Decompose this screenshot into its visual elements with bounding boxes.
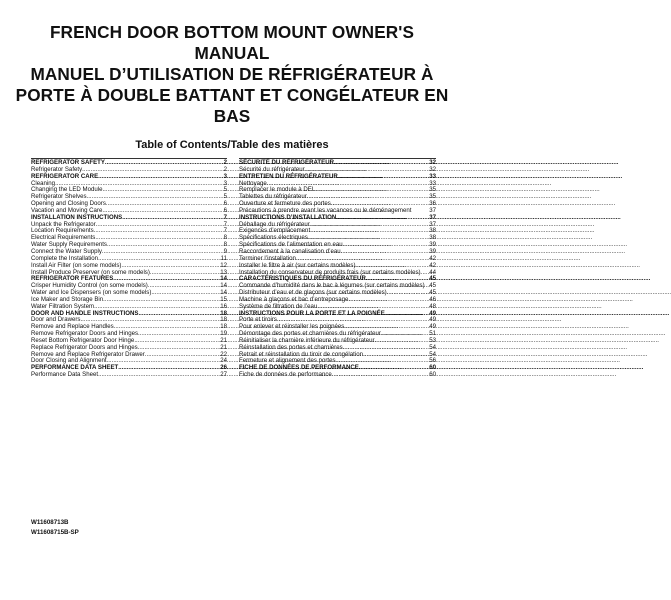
- toc-entry-label: Fiche de données de performance: [239, 371, 332, 379]
- toc-entry-label: FICHE DE DONNÉES DE PERFORMANCE: [239, 364, 359, 372]
- toc-entry-page: 42: [429, 254, 436, 262]
- toc-entry-page: 54: [429, 343, 436, 351]
- toc-entry-label: Water Supply Requirements: [31, 241, 107, 249]
- toc-entry-label: Cleaning: [31, 179, 56, 187]
- toc-entry-page: 6: [223, 200, 227, 208]
- toc-entry-page: 18: [220, 316, 227, 324]
- toc-entry-label: Système de filtration de l’eau: [239, 302, 318, 310]
- toc-entry-label: Pour enlever et réinstaller les poignées: [239, 323, 345, 331]
- toc-entry-label: Reset Bottom Refrigerator Door Hinge: [31, 336, 135, 344]
- toc-entry-label: Refrigerator Safety: [31, 165, 83, 173]
- toc-entry-label: Refrigerator Shelves: [31, 193, 87, 201]
- title-line-5: BAS: [213, 106, 251, 126]
- toc-entry-label: Electrical Requirements: [31, 234, 96, 242]
- toc-entry-label: Nettoyage: [239, 179, 267, 187]
- toc-entry-page: 22: [220, 350, 227, 358]
- toc-entry-page: 12: [220, 261, 227, 269]
- toc-entry-label: Exigences d’emplacement: [239, 227, 311, 235]
- toc-entry-label: Démontage des portes et charnières du réfrigérateur: [239, 330, 381, 338]
- toc-entry-label: Retrait et réinstallation du tiroir de congélation: [239, 350, 363, 358]
- toc-entry-label: Tablettes du réfrigérateur: [239, 193, 307, 201]
- toc-entry-page: 7: [223, 227, 227, 235]
- toc-entry-page: 54: [429, 350, 436, 358]
- toc-entry-page: 13: [220, 268, 227, 276]
- toc-entry-page: 46: [429, 295, 436, 303]
- toc-entry-label: Raccordement à la canalisation d’eau: [239, 247, 341, 255]
- toc-entry-page: 21: [220, 336, 227, 344]
- toc-entry-page: 7: [223, 220, 227, 228]
- toc-entry-page: 49: [429, 316, 436, 324]
- toc-entry-label: DOOR AND HANDLE INSTRUCTIONS: [31, 309, 139, 317]
- toc-entry-label: Vacation and Moving Care: [31, 206, 103, 214]
- toc-entry-page: 36: [429, 200, 436, 208]
- toc-entry-page: 3: [223, 172, 227, 180]
- toc-dot-leader: [98, 372, 219, 379]
- toc-entry-page: 14: [220, 289, 227, 297]
- toc-entry-label: INSTALLATION INSTRUCTIONS: [31, 213, 123, 221]
- toc-entry-page: 38: [429, 227, 436, 235]
- toc-entry-page: 60: [429, 364, 436, 372]
- toc-entry-label: PERFORMANCE DATA SHEET: [31, 364, 119, 372]
- toc-entry-label: REFRIGERATOR FEATURES: [31, 275, 114, 283]
- toc-entry-label: Commande d’humidité dans le bac à légumes (sur certains modèles): [239, 282, 425, 290]
- document-title: [14, 22, 450, 127]
- toc-entry-page: 35: [429, 186, 436, 194]
- title-line-4: PORTE À DOUBLE BATTANT ET CONGÉLATEUR EN: [15, 85, 449, 105]
- toc-entry-label: Door and Drawers: [31, 316, 81, 324]
- toc-entry-page: 33: [429, 179, 436, 187]
- toc-entry-label: Remove and Replace Refrigerator Drawer: [31, 350, 145, 358]
- toc-entry-label: Remove and Replace Handles: [31, 323, 114, 331]
- toc-entry-label: SÉCURITÉ DU RÉFRIGÉRATEUR: [239, 159, 335, 166]
- toc-entry-page: 48: [429, 302, 436, 310]
- toc-column-english: [31, 158, 227, 379]
- toc-entry-page: 33: [429, 172, 436, 180]
- toc-entry-label: Déballage du réfrigérateur: [239, 220, 310, 228]
- toc-entry-page: 39: [429, 241, 436, 249]
- toc-entry-label: Ice Maker and Storage Bin: [31, 295, 104, 303]
- toc-entry-label: Complete the Installation: [31, 254, 99, 262]
- toc-entry-label: Connect the Water Supply: [31, 247, 102, 255]
- toc-entry: [239, 372, 436, 379]
- toc-entry-label: Spécifications électriques: [239, 234, 308, 242]
- toc-entry-page: 45: [429, 289, 436, 297]
- toc-entry-label: Installer le filtre à air (sur certains modèles): [239, 261, 356, 269]
- toc-entry-page: 7: [223, 213, 227, 221]
- toc-entry-label: Install Produce Preserver (on some models): [31, 268, 150, 276]
- toc-entry-page: 49: [429, 323, 436, 331]
- toc-entry-page: 6: [223, 206, 227, 214]
- toc-entry-page: 56: [429, 357, 436, 365]
- toc-entry-label: Porte et tiroirs: [239, 316, 277, 324]
- toc-entry-page: 21: [220, 343, 227, 351]
- toc-entry-page: 8: [223, 241, 227, 249]
- document-id: W11608715B-SP: [31, 528, 79, 536]
- toc-entry-label: Unpack the Refrigerator: [31, 220, 96, 228]
- toc-entry-page: 11: [220, 254, 227, 262]
- toc-entry-label: Terminer l’installation: [239, 254, 296, 262]
- toc-entry-label: Distributeur d’eau et de glaçons (sur certains modèles): [239, 289, 387, 297]
- toc-entry-label: REFRIGERATOR CARE: [31, 172, 99, 180]
- toc-entry-label: Replace Refrigerator Doors and Hinges: [31, 343, 138, 351]
- toc-entry-page: 8: [223, 234, 227, 242]
- toc-entry-label: INSTRUCTIONS D’INSTALLATION: [239, 213, 337, 221]
- toc-entry-label: Remove Refrigerator Doors and Hinges: [31, 330, 139, 338]
- toc-entry-page: 35: [429, 193, 436, 201]
- toc-dot-leader: [332, 372, 428, 379]
- toc-entry-page: 51: [429, 330, 436, 338]
- toc-entry-label: Opening and Closing Doors: [31, 200, 106, 208]
- toc-entry-label: Door Closing and Alignment: [31, 357, 107, 365]
- toc-entry-page: 19: [220, 330, 227, 338]
- toc-entry-label: Réinitialiser la charnière inférieure du réfrigérateur: [239, 336, 375, 344]
- toc-entry-label: Location Requirements: [31, 227, 94, 235]
- toc-entry-page: 37: [429, 213, 436, 221]
- toc-entry-page: 24: [220, 357, 227, 365]
- toc-entry-page: 42: [429, 261, 436, 269]
- toc-entry-label: Install Air Filter (on some models): [31, 261, 122, 269]
- toc-entry-label: Performance Data Sheet: [31, 371, 99, 379]
- toc-entry-label: Changing the LED Module: [31, 186, 103, 194]
- toc-entry-page: 37: [429, 206, 436, 214]
- document-ids: [31, 518, 79, 537]
- toc-entry-label: Fermeture et alignement des portes: [239, 357, 336, 365]
- toc-entry-page: 45: [429, 282, 436, 290]
- toc-column-french: [239, 158, 436, 379]
- toc-entry-page: 2: [223, 159, 227, 166]
- toc-entry-page: 49: [429, 309, 436, 317]
- title-line-2: MANUAL: [194, 43, 270, 63]
- toc-entry-page: 14: [220, 275, 227, 283]
- toc-entry-label: CARACTÉRISTIQUES DU RÉFRIGÉRATEUR: [239, 275, 366, 283]
- toc-entry-label: REFRIGERATOR SAFETY: [31, 159, 105, 166]
- toc-entry-label: Remplacer le module à DEL: [239, 186, 316, 194]
- toc-entry-label: Spécifications de l’alimentation en eau: [239, 241, 343, 249]
- toc-entry-page: 16: [220, 302, 227, 310]
- toc-entry-page: 3: [223, 179, 227, 187]
- toc-entry-page: 5: [223, 193, 227, 201]
- toc-entry-page: 2: [223, 165, 227, 173]
- toc-entry-page: 60: [429, 371, 436, 379]
- toc-entry-page: 9: [223, 247, 227, 255]
- toc-entry-label: Réinstallation des portes et charnières: [239, 343, 343, 351]
- toc-entry-page: 44: [429, 268, 436, 276]
- toc-entry-page: 53: [429, 336, 436, 344]
- document-id: W11608713B: [31, 519, 69, 526]
- toc-entry-label: Précautions à prendre avant les vacances ou le déménagement: [239, 206, 412, 214]
- title-line-3: MANUEL D’UTILISATION DE RÉFRIGÉRATEUR À: [30, 64, 434, 84]
- toc-entry-page: 32: [429, 165, 436, 173]
- toc-entry-label: ENTRETIEN DU RÉFRIGÉRATEUR: [239, 172, 338, 180]
- toc-entry-label: Water Filtration System: [31, 302, 95, 310]
- toc-entry-page: 5: [223, 186, 227, 194]
- toc-entry-label: INSTRUCTIONS POUR LA PORTE ET LA POIGNÉE: [239, 309, 385, 317]
- toc-entry-label: Crisper Humidity Control (on some models): [31, 282, 148, 290]
- toc-entry-page: 18: [220, 323, 227, 331]
- toc-entry-page: 26: [220, 364, 227, 372]
- toc-entry-page: 18: [220, 309, 227, 317]
- toc-entry-label: Ouverture et fermeture des portes: [239, 200, 331, 208]
- toc-entry-page: 27: [220, 371, 227, 379]
- toc-entry-label: Installation du conservateur de produits frais (sur certains modèles): [239, 268, 421, 276]
- toc-entry-page: 14: [220, 282, 227, 290]
- toc-entry-label: Machine à glaçons et bac d’entreposage: [239, 295, 349, 303]
- toc-entry-label: Water and Ice Dispensers (on some models): [31, 289, 152, 297]
- toc-entry-page: 45: [429, 275, 436, 283]
- toc-heading: Table of Contents/Table des matières: [135, 139, 329, 151]
- toc-entry-page: 38: [429, 234, 436, 242]
- toc-entry-page: 37: [429, 220, 436, 228]
- toc-entry-page: 15: [220, 295, 227, 303]
- title-line-1: FRENCH DOOR BOTTOM MOUNT OWNER'S: [49, 22, 415, 42]
- toc-entry-page: 39: [429, 247, 436, 255]
- toc-entry-page: 32: [429, 159, 436, 166]
- toc-entry: [31, 372, 227, 379]
- toc-entry-label: Sécurité du réfrigérateur: [239, 165, 305, 173]
